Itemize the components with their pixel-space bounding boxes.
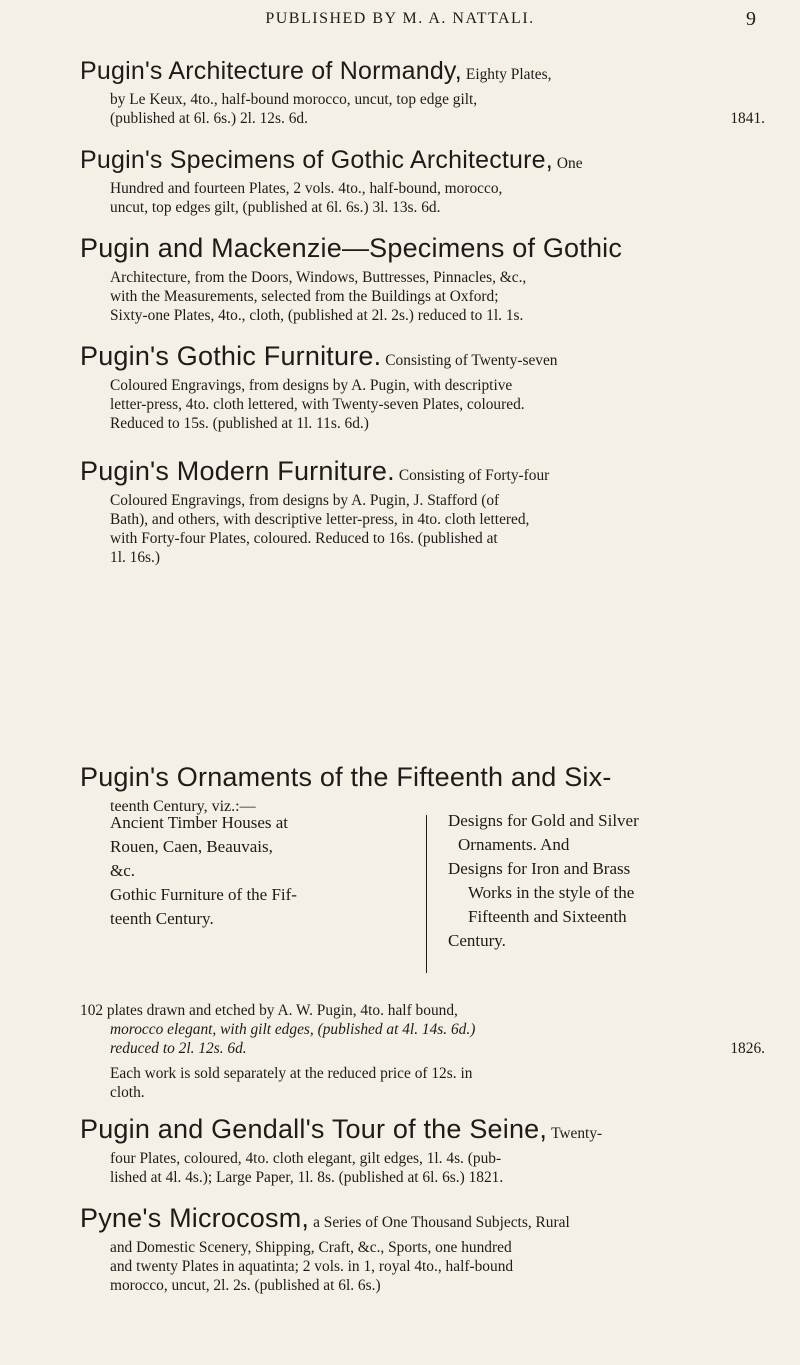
- catalogue-entry: [80, 456, 765, 567]
- entry-title: Pugin and Mackenzie—Specimens of Gothic: [80, 233, 623, 263]
- contents-item: Designs for Iron and Brass: [448, 859, 631, 878]
- entry-date: 1841.: [730, 110, 765, 127]
- contents-item: Works in the style of the: [468, 883, 635, 902]
- entry-text: with the Measurements, selected from the Buildings at Oxford;: [110, 288, 499, 305]
- entry-text: Coloured Engravings, from designs by A. Pugin, with descriptive: [110, 377, 513, 394]
- contents-item: Ornaments. And: [458, 835, 570, 854]
- contents-item: &c.: [110, 861, 136, 880]
- entry-text: letter-press, 4to. cloth lettered, with Twenty-seven Plates, coloured.: [110, 396, 525, 413]
- entry-text: Sixty-one Plates, 4to., cloth, (published at 2l. 2s.) reduced to 1l. 1s.: [110, 307, 524, 324]
- entry-text: Consisting of Forty-four: [398, 467, 550, 484]
- catalogue-entry: [80, 1203, 765, 1295]
- entry-text: morocco, uncut, 2l. 2s. (published at 6l. 6s.): [110, 1277, 381, 1294]
- catalogue-entry: [80, 233, 765, 325]
- contents-item: Designs for Gold and Silver: [448, 811, 639, 830]
- entry-text: morocco elegant, with gilt edges, (published at 4l. 14s. 6d.): [110, 1021, 476, 1038]
- entry-text: and twenty Plates in aquatinta; 2 vols. in 1, royal 4to., half-bound: [110, 1258, 514, 1275]
- entry-text: reduced to 2l. 12s. 6d.: [110, 1040, 247, 1057]
- catalogue-entry: [80, 56, 765, 128]
- entry-text: 1l. 16s.): [110, 549, 161, 566]
- entry-title: Pugin's Architecture of Normandy,: [80, 57, 462, 85]
- entry-text: by Le Keux, 4to., half-bound morocco, uncut, top edge gilt,: [110, 91, 478, 108]
- entry-text: (published at 6l. 6s.) 2l. 12s. 6d.: [110, 110, 308, 127]
- entry-text: Coloured Engravings, from designs by A. Pugin, J. Stafford (of: [110, 492, 500, 509]
- entry-text: Consisting of Twenty-seven: [385, 352, 558, 369]
- entry-continuation: [80, 1001, 765, 1102]
- entry-text: Each work is sold separately at the reduced price of 12s. in: [110, 1065, 473, 1082]
- entry-text: Reduced to 15s. (published at 1l. 11s. 6d.): [110, 415, 369, 432]
- contents-item: Gothic Furniture of the Fif-: [110, 885, 297, 904]
- entry-text: a Series of One Thousand Subjects, Rural: [313, 1214, 570, 1231]
- entry-text: lished at 4l. 4s.); Large Paper, 1l. 8s. (published at 6l. 6s.) 1821.: [110, 1169, 504, 1186]
- entry-title: Pugin's Modern Furniture.: [80, 456, 395, 486]
- column-divider: [426, 815, 427, 973]
- entry-title: Pugin's Specimens of Gothic Architecture,: [80, 146, 553, 174]
- contents-right-column: [448, 809, 748, 953]
- entry-text: Architecture, from the Doors, Windows, Buttresses, Pinnacles, &c.,: [110, 269, 527, 286]
- entry-text: cloth.: [110, 1084, 145, 1101]
- entry-text: One: [556, 155, 583, 172]
- entry-title: Pugin's Gothic Furniture.: [80, 341, 382, 371]
- catalogue-entry: [80, 762, 765, 816]
- entry-title: Pugin's Ornaments of the Fifteenth and Six-: [80, 762, 612, 792]
- catalogue-entry: [80, 341, 765, 433]
- entry-text: and Domestic Scenery, Shipping, Craft, &c., Sports, one hundred: [110, 1239, 512, 1256]
- entry-text: 102 plates drawn and etched by A. W. Pugin, 4to. half bound,: [80, 1002, 458, 1019]
- entry-text: Eighty Plates,: [465, 66, 552, 83]
- catalogue-entry: [80, 145, 765, 217]
- contents-item: Fifteenth and Sixteenth: [468, 907, 627, 926]
- contents-columns: [110, 811, 750, 981]
- contents-left-column: [110, 811, 410, 931]
- entry-text: Twenty-: [551, 1125, 603, 1142]
- entry-text: Hundred and fourteen Plates, 2 vols. 4to., half-bound, morocco,: [110, 180, 503, 197]
- entry-text: teenth Century, viz.:—: [110, 798, 256, 815]
- entry-text: with Forty-four Plates, coloured. Reduced to 16s. (published at: [110, 530, 498, 547]
- entry-date: 1826.: [730, 1040, 765, 1057]
- contents-item: Ancient Timber Houses at: [110, 813, 289, 832]
- page-header: [0, 8, 800, 34]
- entry-text: uncut, top edges gilt, (published at 6l. 6s.) 3l. 13s. 6d.: [110, 199, 441, 216]
- contents-item: Century.: [448, 931, 506, 950]
- entry-title: Pugin and Gendall's Tour of the Seine,: [80, 1114, 548, 1144]
- contents-item: teenth Century.: [110, 909, 214, 928]
- contents-item: Rouen, Caen, Beauvais,: [110, 837, 273, 856]
- page-number: 9: [746, 8, 756, 30]
- running-head: PUBLISHED BY M. A. NATTALI.: [265, 10, 535, 27]
- entry-title: Pyne's Microcosm,: [80, 1203, 310, 1233]
- catalogue-entry: [80, 1114, 765, 1187]
- entry-text: four Plates, coloured, 4to. cloth elegant, gilt edges, 1l. 4s. (pub-: [110, 1150, 502, 1167]
- entry-text: Bath), and others, with descriptive letter-press, in 4to. cloth lettered,: [110, 511, 530, 528]
